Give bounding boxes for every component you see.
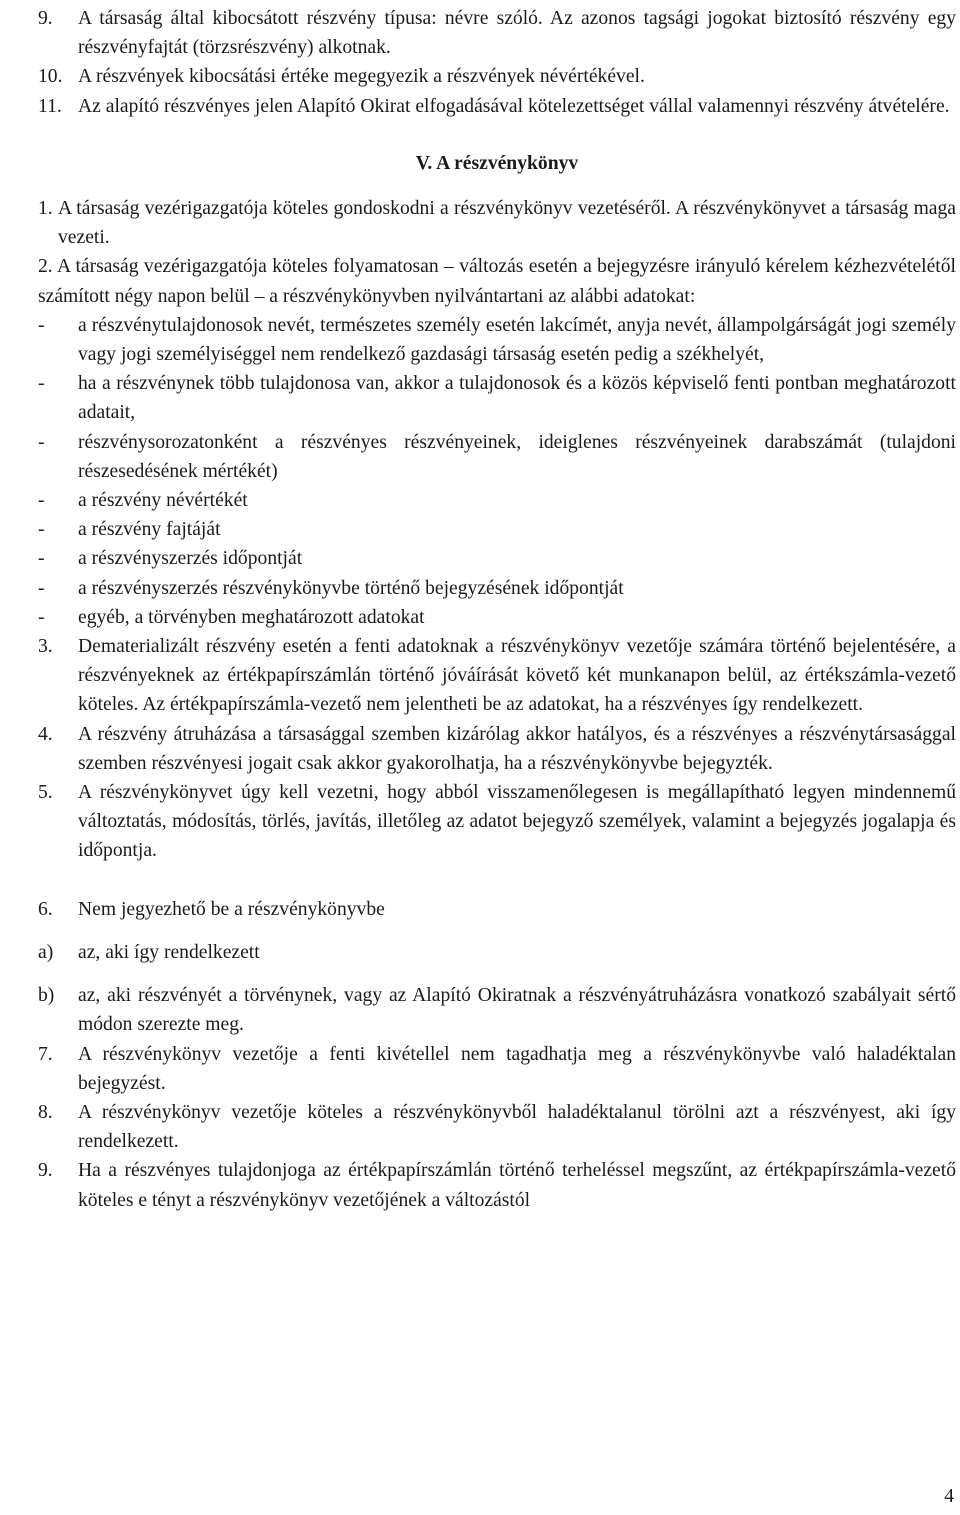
dash-mark: - xyxy=(38,548,45,570)
list-item xyxy=(38,252,956,310)
dash-text: a részvényszerzés időpontját xyxy=(78,548,303,570)
item-number: 9. xyxy=(38,1160,53,1182)
item-number: 7. xyxy=(38,1043,53,1065)
dash-item xyxy=(38,574,956,603)
item-text: A részvények kibocsátási értéke megegyezik a részvények névértékével. xyxy=(78,66,645,88)
dash-item xyxy=(38,544,956,573)
section-heading: V. A részvénykönyv xyxy=(415,152,579,174)
item-number: 10. xyxy=(38,66,63,88)
document-page xyxy=(38,0,956,1215)
dash-mark: - xyxy=(38,519,45,541)
list-item xyxy=(38,4,956,62)
dash-mark: - xyxy=(38,577,45,599)
item-text: Dematerializált részvény esetén a fenti adatoknak a részvénykönyv vezetője számára történő bejelentésére, a részvényeknek az értékpapírszámlán történő jóváírását követő két munkanapon belül, az értékszámla-vezető köteles. Az értékpapírszámla-vezető nem jelentheti be az adatokat, ha a részvényes így rendelkezett. xyxy=(78,636,956,716)
dash-text: egyéb, a törvényben meghatározott adatokat xyxy=(78,606,425,628)
item-number: 6. xyxy=(38,898,53,920)
dash-text: részvénysorozatonként a részvényes részvényeinek, ideiglenes részvényeinek darabszámát (tulajdoni részesedésének mértékét) xyxy=(78,431,956,482)
item-text: A társaság vezérigazgatója köteles folyamatosan – változás esetén a bejegyzésre irányuló kérelem kézhezvételétől számított négy napon belül – a részvénykönyvben nyilvántartani az alábbi adatokat: xyxy=(38,256,956,307)
dash-item xyxy=(38,369,956,427)
dash-text: a részvény fajtáját xyxy=(78,519,221,541)
item-number: 2. xyxy=(38,256,53,278)
dash-item xyxy=(38,428,956,486)
item-number: b) xyxy=(38,985,55,1007)
item-text: A részvény átruházása a társasággal szemben kizárólag akkor hatályos, és a részvényes a részvénytársasággal szemben részvényesi jogait csak akkor gyakorolhatja, ha a részvénykönyvbe bejegyzték. xyxy=(78,723,956,774)
list-item xyxy=(38,1098,956,1156)
dash-item xyxy=(38,486,956,515)
item-number: 1. xyxy=(38,198,53,220)
item-text: az, aki részvényét a törvénynek, vagy az Alapító Okiratnak a részvényátruházásra vonatkozó szabályait sértő módon szerezte meg. xyxy=(78,985,956,1036)
dash-mark: - xyxy=(38,373,45,395)
dash-mark: - xyxy=(38,606,45,628)
list-item xyxy=(38,938,956,967)
list-item xyxy=(38,194,956,252)
dash-text: a részvényszerzés részvénykönyvbe történő bejegyzésének időpontját xyxy=(78,577,624,599)
list-item xyxy=(38,1040,956,1098)
item-number: a) xyxy=(38,941,54,963)
list-item xyxy=(38,720,956,778)
dash-mark: - xyxy=(38,431,45,453)
item-number: 8. xyxy=(38,1101,53,1123)
dash-item xyxy=(38,515,956,544)
item-text: A részvénykönyvet úgy kell vezetni, hogy abból visszamenőlegesen is megállapítható legyen mindennemű változtatás, módosítás, törlés, javítás, illetőleg az adatot bejegyző személyek, valamint a bejegyzés jogalapja és időpontja. xyxy=(78,782,956,862)
item-text: Ha a részvényes tulajdonjoga az értékpapírszámlán történő terheléssel megszűnt, az értékpapírszámla-vezető köteles e tényt a részvénykönyv vezetőjének a változástól xyxy=(78,1160,956,1211)
dash-text: a részvény névértékét xyxy=(78,490,248,512)
item-number: 9. xyxy=(38,8,53,29)
item-text: A részvénykönyv vezetője köteles a részvénykönyvből haladéktalanul törölni azt a részvényest, aki így rendelkezett. xyxy=(78,1101,956,1153)
list-item xyxy=(38,92,956,121)
dash-item xyxy=(38,311,956,369)
item-number: 3. xyxy=(38,636,53,658)
dash-mark: - xyxy=(38,314,45,336)
item-text: A társaság által kibocsátott részvény típusa: névre szóló. Az azonos tagsági jogokat biztosító részvény egy részvényfajtát (törzsrészvény) alkotnak. xyxy=(78,8,956,59)
dash-item xyxy=(38,603,956,632)
list-item xyxy=(38,895,956,924)
dash-list xyxy=(38,311,956,632)
page-number: 4 xyxy=(944,1485,954,1507)
item-text: A társaság vezérigazgatója köteles gondoskodni a részvénykönyv vezetéséről. A részvénykönyvet a társaság maga vezeti. xyxy=(58,198,956,249)
dash-mark: - xyxy=(38,490,45,512)
item-text: az, aki így rendelkezett xyxy=(78,941,260,963)
item-text: Nem jegyezhető be a részvénykönyvbe xyxy=(78,898,385,920)
dash-text: ha a részvénynek több tulajdonosa van, akkor a tulajdonosok és a közös képviselő fenti pontban meghatározott adatait, xyxy=(78,373,956,424)
item-text: Az alapító részvényes jelen Alapító Okirat elfogadásával kötelezettséget vállal valamennyi részvény átvételére. xyxy=(78,95,950,117)
list-item xyxy=(38,632,956,720)
item-number: 4. xyxy=(38,723,53,745)
list-item xyxy=(38,62,956,91)
list-item xyxy=(38,778,956,866)
item-text: A részvénykönyv vezetője a fenti kivétellel nem tagadhatja meg a részvénykönyvbe való haladéktalan bejegyzést. xyxy=(78,1043,956,1094)
item-number: 5. xyxy=(38,782,53,804)
dash-text: a részvénytulajdonosok nevét, természetes személy esetén lakcímét, anyja nevét, állampolgárságát jogi személy vagy jogi személyiséggel nem rendelkező gazdasági társaság esetén pedig a székhelyét, xyxy=(78,314,956,366)
item-number: 11. xyxy=(38,95,62,117)
list-item xyxy=(38,1156,956,1214)
list-item xyxy=(38,981,956,1039)
